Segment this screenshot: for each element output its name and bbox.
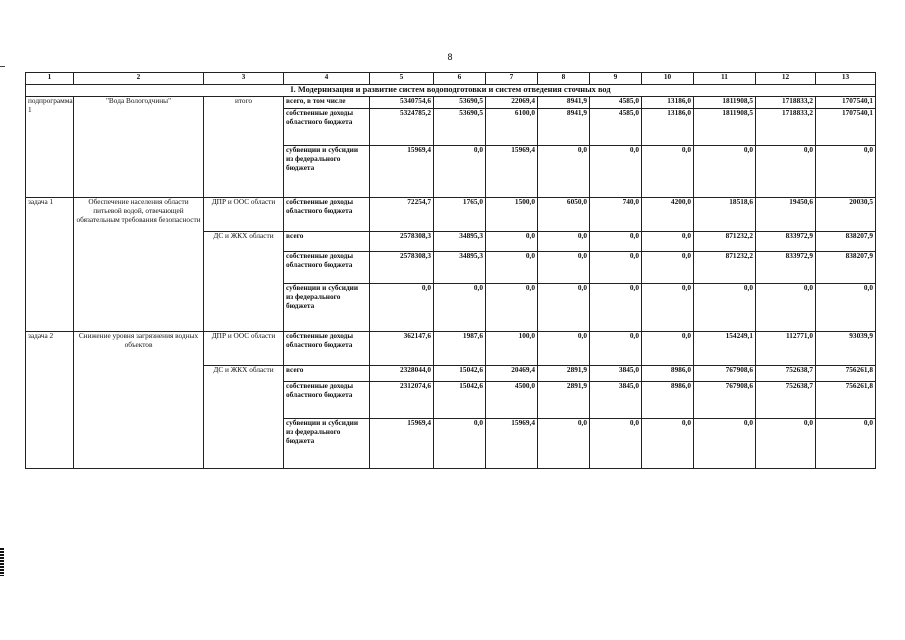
column-number: 3 <box>204 73 284 85</box>
responsible-party: итого <box>204 97 284 198</box>
funding-source: субвенции и субсидии из федерального бюджета <box>284 419 370 469</box>
value-cell: 838207,9 <box>816 252 876 284</box>
value-cell: 6100,0 <box>486 109 538 146</box>
value-cell: 15042,6 <box>434 382 486 419</box>
value-cell: 1707540,1 <box>816 97 876 109</box>
funding-source: собственные доходы областного бюджета <box>284 332 370 366</box>
value-cell: 4585,0 <box>590 97 642 109</box>
value-cell: 15969,4 <box>370 419 434 469</box>
value-cell: 752638,7 <box>756 366 816 382</box>
responsible-party: ДС и ЖКХ области <box>204 366 284 469</box>
column-number: 11 <box>694 73 756 85</box>
value-cell: 15969,4 <box>486 146 538 198</box>
value-cell: 112771,0 <box>756 332 816 366</box>
column-number: 13 <box>816 73 876 85</box>
value-cell: 3845,0 <box>590 382 642 419</box>
value-cell: 2891,9 <box>538 366 590 382</box>
value-cell: 13186,0 <box>642 109 694 146</box>
funding-source: всего <box>284 366 370 382</box>
value-cell: 4200,0 <box>642 198 694 232</box>
value-cell: 0,0 <box>538 284 590 332</box>
value-cell: 1765,0 <box>434 198 486 232</box>
value-cell: 756261,8 <box>816 382 876 419</box>
value-cell: 8941,9 <box>538 109 590 146</box>
value-cell: 53690,5 <box>434 109 486 146</box>
value-cell: 34895,3 <box>434 232 486 252</box>
value-cell: 0,0 <box>642 232 694 252</box>
value-cell: 0,0 <box>538 232 590 252</box>
table-row <box>26 97 876 109</box>
value-cell: 2891,9 <box>538 382 590 419</box>
value-cell: 0,0 <box>590 252 642 284</box>
value-cell: 1500,0 <box>486 198 538 232</box>
margin-tick <box>0 66 5 67</box>
value-cell: 15969,4 <box>370 146 434 198</box>
value-cell: 871232,2 <box>694 232 756 252</box>
value-cell: 1987,6 <box>434 332 486 366</box>
budget-table <box>25 72 876 469</box>
value-cell: 4500,0 <box>486 382 538 419</box>
funding-source: субвенции и субсидии из федерального бюджета <box>284 284 370 332</box>
value-cell: 0,0 <box>590 332 642 366</box>
value-cell: 0,0 <box>538 146 590 198</box>
row-description: Снижение уровня загрязнения водных объектов <box>74 332 204 469</box>
value-cell: 0,0 <box>590 284 642 332</box>
column-number: 9 <box>590 73 642 85</box>
value-cell: 0,0 <box>434 146 486 198</box>
column-number: 1 <box>26 73 74 85</box>
value-cell: 0,0 <box>642 252 694 284</box>
value-cell: 1811908,5 <box>694 97 756 109</box>
table-row <box>26 332 876 366</box>
responsible-party: ДПР и ООС области <box>204 332 284 366</box>
value-cell: 8941,9 <box>538 97 590 109</box>
value-cell: 740,0 <box>590 198 642 232</box>
value-cell: 2578308,3 <box>370 252 434 284</box>
funding-source: собственные доходы областного бюджета <box>284 109 370 146</box>
section-title-row <box>26 85 876 97</box>
row-code: задача 2 <box>26 332 74 469</box>
value-cell: 0,0 <box>590 419 642 469</box>
value-cell: 0,0 <box>642 332 694 366</box>
scan-margin-mark <box>0 548 4 576</box>
value-cell: 0,0 <box>434 284 486 332</box>
section-title: I. Модернизация и развитие систем водоподготовки и систем отведения сточных вод <box>26 85 876 97</box>
value-cell: 2328044,0 <box>370 366 434 382</box>
value-cell: 1811908,5 <box>694 109 756 146</box>
value-cell: 13186,0 <box>642 97 694 109</box>
value-cell: 0,0 <box>756 284 816 332</box>
value-cell: 0,0 <box>538 419 590 469</box>
value-cell: 2312074,6 <box>370 382 434 419</box>
value-cell: 0,0 <box>642 284 694 332</box>
value-cell: 8986,0 <box>642 382 694 419</box>
row-code: подпрограмма 1 <box>26 97 74 198</box>
value-cell: 0,0 <box>538 332 590 366</box>
column-number: 5 <box>370 73 434 85</box>
value-cell: 0,0 <box>694 419 756 469</box>
value-cell: 0,0 <box>816 419 876 469</box>
value-cell: 20469,4 <box>486 366 538 382</box>
value-cell: 0,0 <box>694 146 756 198</box>
value-cell: 18518,6 <box>694 198 756 232</box>
value-cell: 833972,9 <box>756 232 816 252</box>
value-cell: 15042,6 <box>434 366 486 382</box>
value-cell: 154249,1 <box>694 332 756 366</box>
value-cell: 34895,3 <box>434 252 486 284</box>
value-cell: 0,0 <box>370 284 434 332</box>
value-cell: 0,0 <box>538 252 590 284</box>
value-cell: 1718833,2 <box>756 109 816 146</box>
page-number: 8 <box>447 52 453 62</box>
row-description: "Вода Вологодчины" <box>74 97 204 198</box>
value-cell: 3845,0 <box>590 366 642 382</box>
value-cell: 53690,5 <box>434 97 486 109</box>
value-cell: 15969,4 <box>486 419 538 469</box>
value-cell: 0,0 <box>486 284 538 332</box>
value-cell: 19450,6 <box>756 198 816 232</box>
value-cell: 833972,9 <box>756 252 816 284</box>
funding-source: собственные доходы областного бюджета <box>284 198 370 232</box>
funding-source: собственные доходы областного бюджета <box>284 382 370 419</box>
funding-source: субвенции и субсидии из федерального бюджета <box>284 146 370 198</box>
value-cell: 72254,7 <box>370 198 434 232</box>
value-cell: 838207,9 <box>816 232 876 252</box>
value-cell: 756261,8 <box>816 366 876 382</box>
value-cell: 0,0 <box>756 146 816 198</box>
value-cell: 6050,0 <box>538 198 590 232</box>
column-number: 8 <box>538 73 590 85</box>
row-description: Обеспечение населения области питьевой водой, отвечающей обязательным требования безопасности <box>74 198 204 332</box>
funding-source: всего, в том числе <box>284 97 370 109</box>
value-cell: 752638,7 <box>756 382 816 419</box>
column-number: 4 <box>284 73 370 85</box>
value-cell: 0,0 <box>694 284 756 332</box>
value-cell: 767908,6 <box>694 382 756 419</box>
value-cell: 0,0 <box>816 146 876 198</box>
value-cell: 5324785,2 <box>370 109 434 146</box>
funding-source: всего <box>284 232 370 252</box>
column-number-row <box>26 73 876 85</box>
value-cell: 1707540,1 <box>816 109 876 146</box>
value-cell: 2578308,3 <box>370 232 434 252</box>
value-cell: 100,0 <box>486 332 538 366</box>
responsible-party: ДС и ЖКХ области <box>204 232 284 332</box>
value-cell: 0,0 <box>816 284 876 332</box>
column-number: 6 <box>434 73 486 85</box>
value-cell: 362147,6 <box>370 332 434 366</box>
value-cell: 93039,9 <box>816 332 876 366</box>
value-cell: 767908,6 <box>694 366 756 382</box>
value-cell: 1718833,2 <box>756 97 816 109</box>
row-code: задача 1 <box>26 198 74 332</box>
value-cell: 0,0 <box>486 232 538 252</box>
column-number: 12 <box>756 73 816 85</box>
value-cell: 22069,4 <box>486 97 538 109</box>
column-number: 10 <box>642 73 694 85</box>
value-cell: 4585,0 <box>590 109 642 146</box>
table-row <box>26 198 876 232</box>
value-cell: 20030,5 <box>816 198 876 232</box>
value-cell: 8986,0 <box>642 366 694 382</box>
responsible-party: ДПР и ООС области <box>204 198 284 232</box>
value-cell: 0,0 <box>642 146 694 198</box>
funding-source: собственные доходы областного бюджета <box>284 252 370 284</box>
value-cell: 0,0 <box>590 232 642 252</box>
value-cell: 0,0 <box>642 419 694 469</box>
value-cell: 5340754,6 <box>370 97 434 109</box>
value-cell: 0,0 <box>756 419 816 469</box>
column-number: 2 <box>74 73 204 85</box>
value-cell: 871232,2 <box>694 252 756 284</box>
value-cell: 0,0 <box>590 146 642 198</box>
column-number: 7 <box>486 73 538 85</box>
value-cell: 0,0 <box>434 419 486 469</box>
value-cell: 0,0 <box>486 252 538 284</box>
